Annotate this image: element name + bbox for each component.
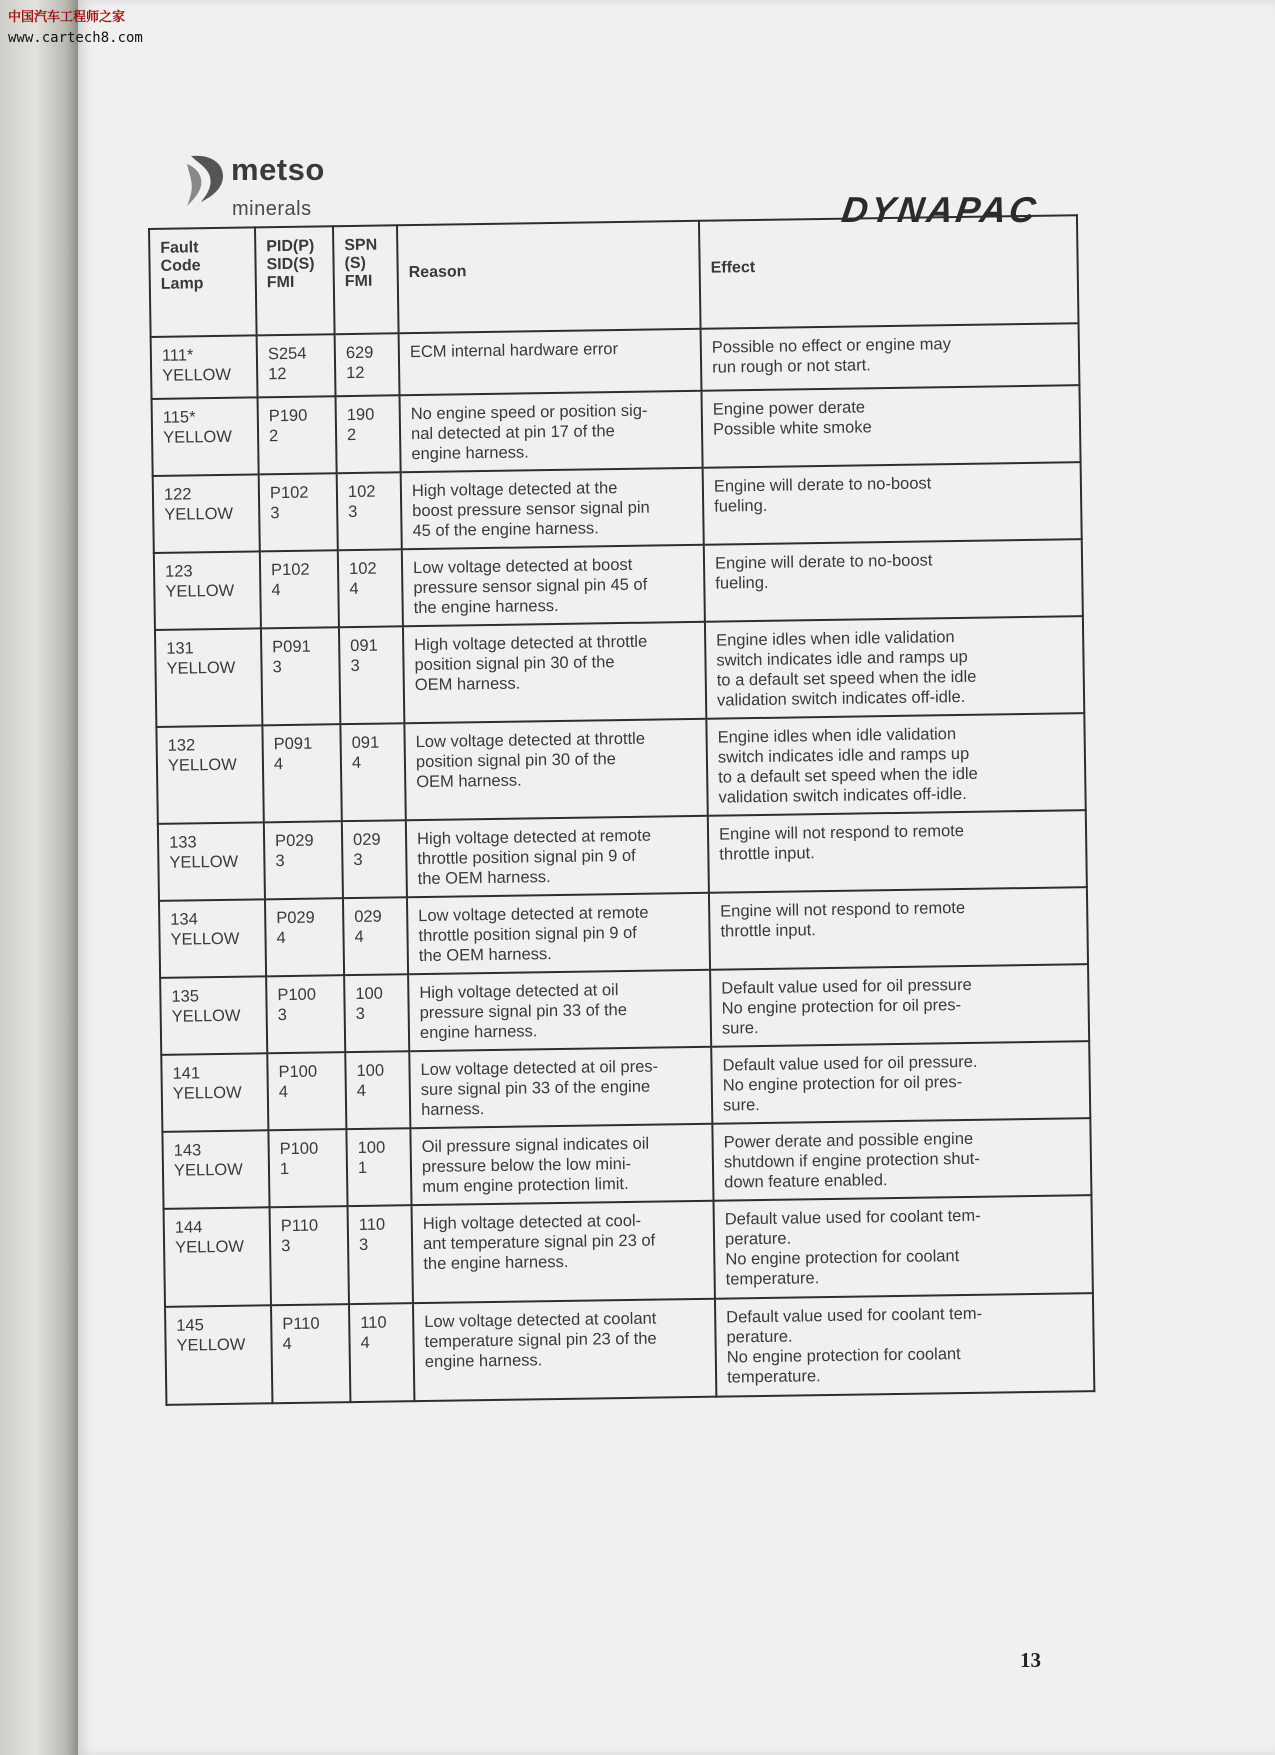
- cell-reason: Low voltage detected at throttle position signal pin 30 of the OEM harness.: [404, 719, 707, 820]
- cell-effect: Power derate and possible engine shutdown if engine protection shut- down feature enabled.: [712, 1118, 1091, 1201]
- cell-fault-code-lamp: 115* YELLOW: [152, 397, 259, 476]
- table-row: [152, 385, 1081, 476]
- cell-effect: Engine will derate to no-boost fueling.: [704, 539, 1083, 622]
- book-binding: [0, 0, 78, 1755]
- cell-reason: Low voltage detected at boost pressure sensor signal pin 45 of the engine harness.: [402, 545, 705, 626]
- cell-spn-fmi: 029 4: [343, 897, 408, 975]
- table-row: [162, 1118, 1091, 1209]
- fault-code-table: [148, 214, 1095, 1406]
- cell-fault-code-lamp: 123 YELLOW: [154, 551, 261, 630]
- cell-pid-sid-fmi: P102 4: [260, 550, 339, 628]
- cell-spn-fmi: 110 4: [349, 1303, 414, 1402]
- dynapac-logo: DYNAPAC: [839, 189, 1042, 230]
- watermark: [8, 8, 143, 48]
- cell-spn-fmi: 091 3: [339, 626, 404, 724]
- cell-effect: Default value used for coolant tem- perature. No engine protection for coolant temperature.: [715, 1293, 1094, 1397]
- cell-spn-fmi: 100 4: [345, 1051, 410, 1129]
- watermark-site-name: 中国汽车工程师之家: [8, 10, 126, 25]
- table-header-row: [149, 215, 1079, 337]
- cell-fault-code-lamp: 143 YELLOW: [162, 1130, 269, 1209]
- header-effect: Effect: [699, 215, 1079, 329]
- cell-reason: High voltage detected at oil pressure signal pin 33 of the engine harness.: [408, 970, 711, 1051]
- cell-effect: Default value used for oil pressure No engine protection for oil pres- sure.: [710, 964, 1089, 1047]
- table-row: [161, 1041, 1090, 1132]
- cell-spn-fmi: 100 1: [346, 1128, 411, 1206]
- table-row: [160, 964, 1089, 1055]
- table-row: [156, 713, 1085, 824]
- cell-pid-sid-fmi: P102 3: [259, 473, 338, 551]
- cell-spn-fmi: 091 4: [340, 723, 405, 821]
- page-number: 13: [1020, 1648, 1041, 1672]
- cell-effect: Default value used for oil pressure. No engine protection for oil pres- sure.: [711, 1041, 1090, 1124]
- table-row: [159, 887, 1088, 978]
- cell-effect: Engine power derate Possible white smoke: [701, 385, 1080, 468]
- cell-pid-sid-fmi: P110 4: [271, 1304, 350, 1403]
- metso-wordmark: metso: [231, 152, 325, 187]
- cell-effect: Engine will derate to no-boost fueling.: [703, 462, 1082, 545]
- table-row: [154, 539, 1083, 630]
- cell-spn-fmi: 629 12: [335, 333, 400, 396]
- cell-spn-fmi: 102 3: [337, 472, 402, 550]
- cell-fault-code-lamp: 144 YELLOW: [164, 1207, 271, 1307]
- table-body: [151, 323, 1095, 1405]
- cell-fault-code-lamp: 111* YELLOW: [151, 335, 258, 399]
- metso-swirl-icon: [183, 152, 229, 210]
- cell-effect: Default value used for coolant tem- perature. No engine protection for coolant temperature.: [713, 1195, 1092, 1299]
- cell-fault-code-lamp: 131 YELLOW: [155, 628, 262, 727]
- cell-reason: Low voltage detected at coolant temperature signal pin 23 of the engine harness.: [413, 1299, 716, 1401]
- cell-reason: Low voltage detected at remote throttle position signal pin 9 of the OEM harness.: [407, 893, 710, 974]
- cell-pid-sid-fmi: P100 1: [268, 1129, 347, 1207]
- header-pid-sid-fmi: PID(P) SID(S) FMI: [255, 226, 335, 335]
- cell-pid-sid-fmi: P091 3: [261, 627, 340, 725]
- cell-pid-sid-fmi: P029 3: [264, 821, 343, 899]
- cell-reason: High voltage detected at cool- ant temperature signal pin 23 of the engine harness.: [412, 1201, 715, 1303]
- cell-pid-sid-fmi: P190 2: [258, 396, 337, 474]
- metso-subtitle: minerals: [232, 198, 312, 220]
- header-reason: Reason: [397, 221, 701, 333]
- cell-pid-sid-fmi: P100 4: [267, 1052, 346, 1130]
- cell-spn-fmi: 100 3: [344, 974, 409, 1052]
- cell-reason: Low voltage detected at oil pres- sure signal pin 33 of the engine harness.: [409, 1047, 712, 1128]
- cell-reason: High voltage detected at throttle position signal pin 30 of the OEM harness.: [403, 622, 706, 723]
- table-row: [155, 616, 1084, 727]
- table-row: [165, 1293, 1094, 1405]
- cell-fault-code-lamp: 132 YELLOW: [156, 725, 263, 824]
- cell-fault-code-lamp: 122 YELLOW: [153, 474, 260, 553]
- cell-effect: Possible no effect or engine may run rough or not start.: [701, 323, 1080, 391]
- cell-pid-sid-fmi: P110 3: [270, 1206, 349, 1305]
- header-spn-fmi: SPN (S) FMI: [333, 225, 399, 334]
- cell-fault-code-lamp: 133 YELLOW: [158, 822, 265, 901]
- fault-code-table-wrapper: [148, 214, 1093, 1406]
- cell-fault-code-lamp: 134 YELLOW: [159, 899, 266, 978]
- header-fault-code-lamp: Fault Code Lamp: [149, 227, 257, 337]
- cell-fault-code-lamp: 135 YELLOW: [160, 976, 267, 1055]
- cell-spn-fmi: 110 3: [348, 1205, 413, 1304]
- cell-spn-fmi: 102 4: [338, 549, 403, 627]
- cell-effect: Engine will not respond to remote throttle input.: [709, 887, 1088, 970]
- cell-fault-code-lamp: 141 YELLOW: [161, 1053, 268, 1132]
- cell-reason: Oil pressure signal indicates oil pressure below the low mini- mum engine protection limit.: [410, 1124, 713, 1205]
- cell-reason: High voltage detected at remote throttle position signal pin 9 of the OEM harness.: [406, 816, 709, 897]
- cell-spn-fmi: 190 2: [336, 395, 401, 473]
- table-row: [153, 462, 1082, 553]
- cell-pid-sid-fmi: P100 3: [266, 975, 345, 1053]
- cell-effect: Engine idles when idle validation switch indicates idle and ramps up to a default set speed when the idle validation switch indicates off-idle.: [706, 713, 1085, 816]
- cell-pid-sid-fmi: P029 4: [265, 898, 344, 976]
- table-row: [158, 810, 1087, 901]
- watermark-url: www.cartech8.com: [8, 30, 143, 46]
- cell-reason: High voltage detected at the boost pressure sensor signal pin 45 of the engine harness.: [401, 468, 704, 549]
- cell-reason: No engine speed or position sig- nal detected at pin 17 of the engine harness.: [400, 391, 703, 472]
- cell-spn-fmi: 029 3: [342, 820, 407, 898]
- table-row: [164, 1195, 1093, 1307]
- cell-effect: Engine will not respond to remote throttle input.: [708, 810, 1087, 893]
- cell-pid-sid-fmi: P091 4: [262, 724, 341, 822]
- cell-reason: ECM internal hardware error: [399, 329, 702, 395]
- cell-fault-code-lamp: 145 YELLOW: [165, 1305, 272, 1405]
- cell-pid-sid-fmi: S254 12: [257, 334, 336, 397]
- cell-effect: Engine idles when idle validation switch indicates idle and ramps up to a default set speed when the idle validation switch indicates off-idle.: [705, 616, 1084, 719]
